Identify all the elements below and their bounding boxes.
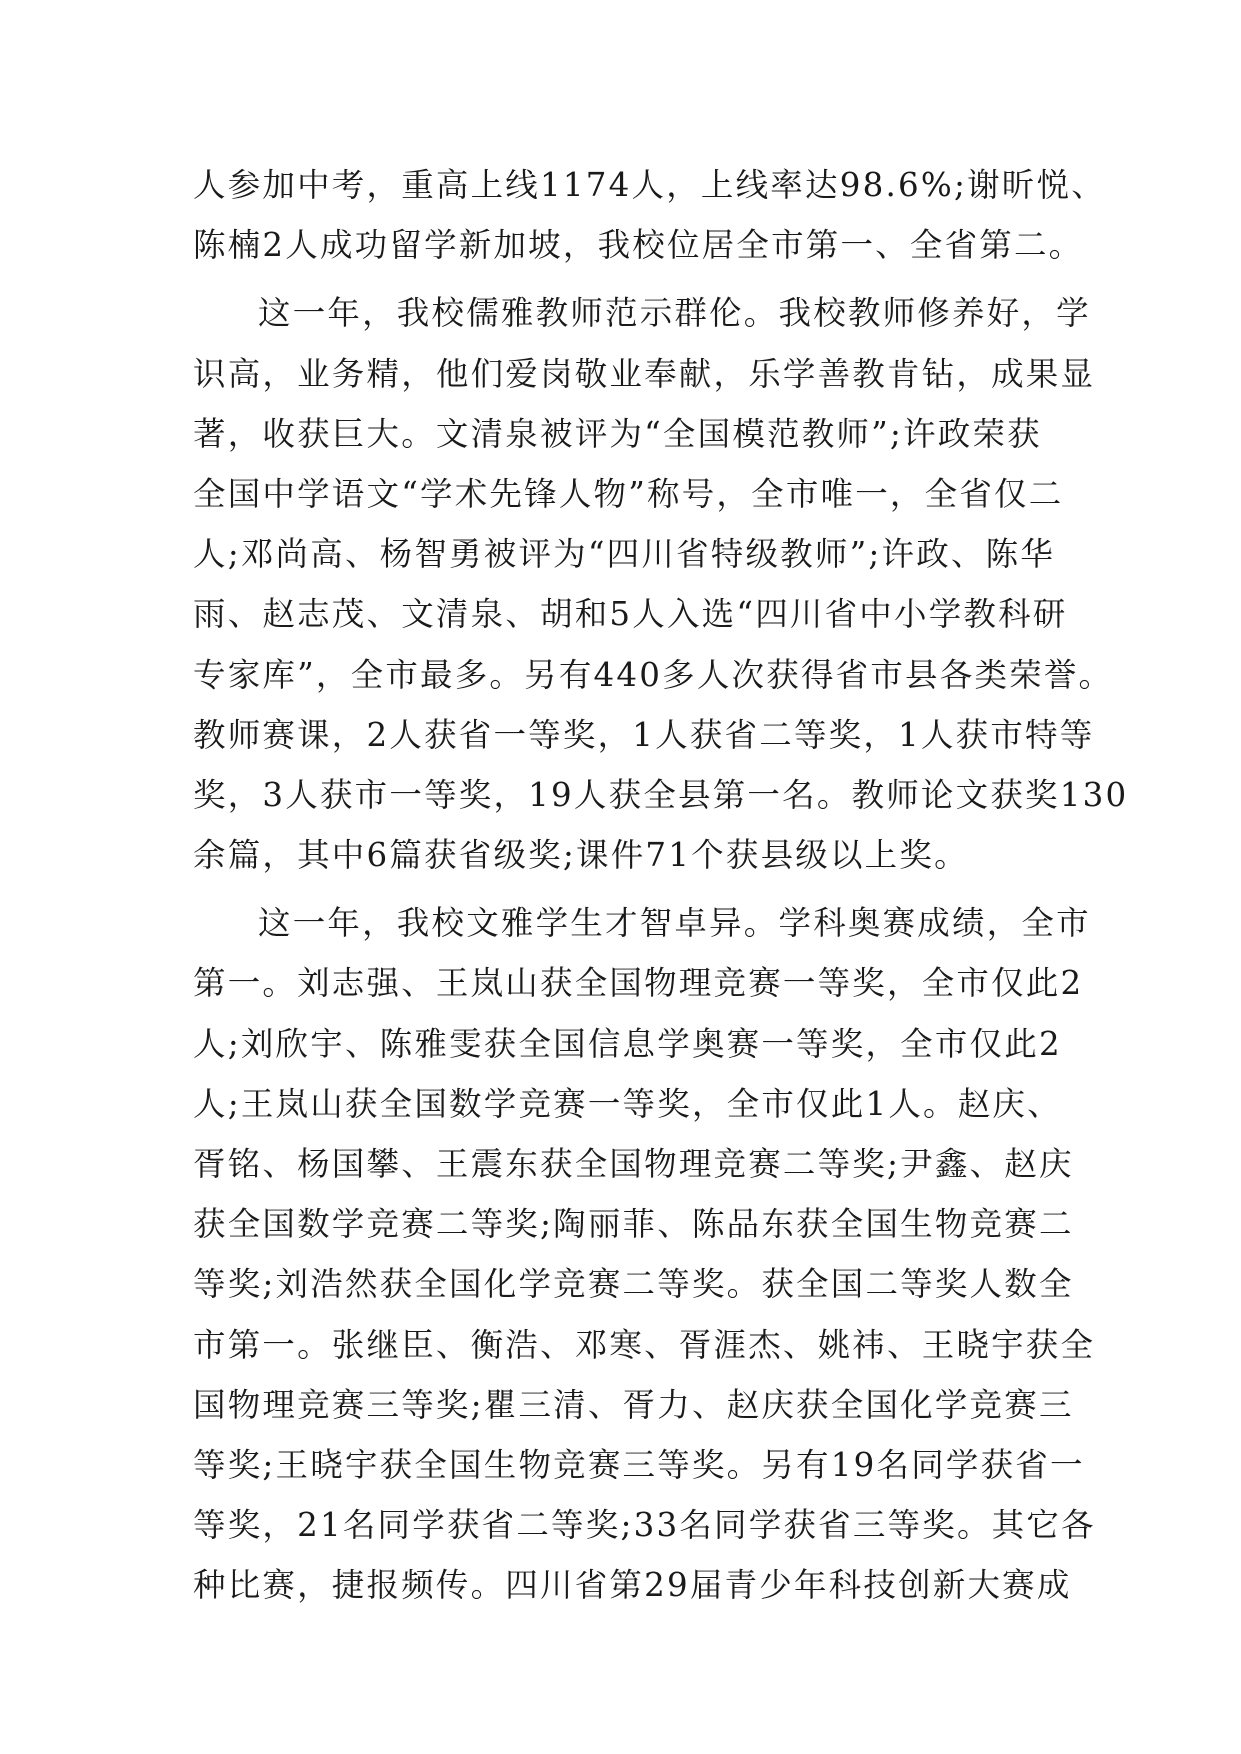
text-line: 胥铭、杨国攀、王震东获全国物理竞赛二等奖;尹鑫、赵庆	[193, 1145, 1074, 1183]
text-line: 陈楠2人成功留学新加坡，我校位居全市第一、全省第二。	[193, 226, 1084, 265]
text-line: 奖，3人获市一等奖，19人获全县第一名。教师论文获奖130	[193, 775, 1129, 814]
paragraph-first-line: 这一年，我校文雅学生才智卓异。学科奥赛成绩，全市	[258, 904, 1091, 943]
text-line: 等奖;刘浩然获全国化学竞赛二等奖。获全国二等奖人数全	[193, 1265, 1074, 1304]
text-line: 种比赛，捷报频传。四川省第29届青少年科技创新大赛成	[193, 1566, 1072, 1605]
text-line: 全国中学语文“学术先锋人物”称号，全市唯一，全省仅二	[193, 474, 1064, 513]
text-line: 著，收获巨大。文清泉被评为“全国模范教师”;许政荣获	[193, 414, 1042, 453]
text-line: 专家库”，全市最多。另有440多人次获得省市县各类荣誉。	[193, 655, 1114, 694]
text-line: 第一。刘志强、王岚山获全国物理竞赛一等奖，全市仅此2	[193, 964, 1084, 1003]
text-line: 雨、赵志茂、文清泉、胡和5人入选“四川省中小学教科研	[193, 595, 1068, 634]
text-line: 等奖;王晓宇获全国生物竞赛三等奖。另有19名同学获省一	[193, 1445, 1085, 1484]
text-line: 教师赛课，2人获省一等奖，1人获省二等奖，1人获市特等	[193, 715, 1095, 754]
text-line: 识高，业务精，他们爱岗敬业奉献，乐学善教肯钻，成果显	[193, 354, 1096, 393]
text-line: 余篇，其中6篇获省级奖;课件71个获县级以上奖。	[193, 836, 969, 875]
text-line: 人参加中考，重高上线1174人，上线率达98.6%;谢昕悦、	[193, 166, 1106, 204]
text-line: 市第一。张继臣、衡浩、邓寒、胥涯杰、姚祎、王晓宇获全	[193, 1325, 1096, 1364]
text-line: 等奖，21名同学获省二等奖;33名同学获省三等奖。其它各	[193, 1506, 1096, 1545]
text-line: 人;邓尚高、杨智勇被评为“四川省特级教师”;许政、陈华	[193, 535, 1056, 574]
text-line: 人;王岚山获全国数学竞赛一等奖，全市仅此1人。赵庆、	[193, 1084, 1062, 1123]
text-line: 获全国数学竞赛二等奖;陶丽菲、陈品东获全国生物竞赛二	[193, 1205, 1074, 1244]
document-body	[193, 155, 1129, 1616]
text-line: 人;刘欣宇、陈雅雯获全国信息学奥赛一等奖，全市仅此2	[193, 1024, 1062, 1063]
text-line: 国物理竞赛三等奖;瞿三清、胥力、赵庆获全国化学竞赛三	[193, 1385, 1074, 1424]
paragraph-first-line: 这一年，我校儒雅教师范示群伦。我校教师修养好，学	[258, 294, 1091, 333]
